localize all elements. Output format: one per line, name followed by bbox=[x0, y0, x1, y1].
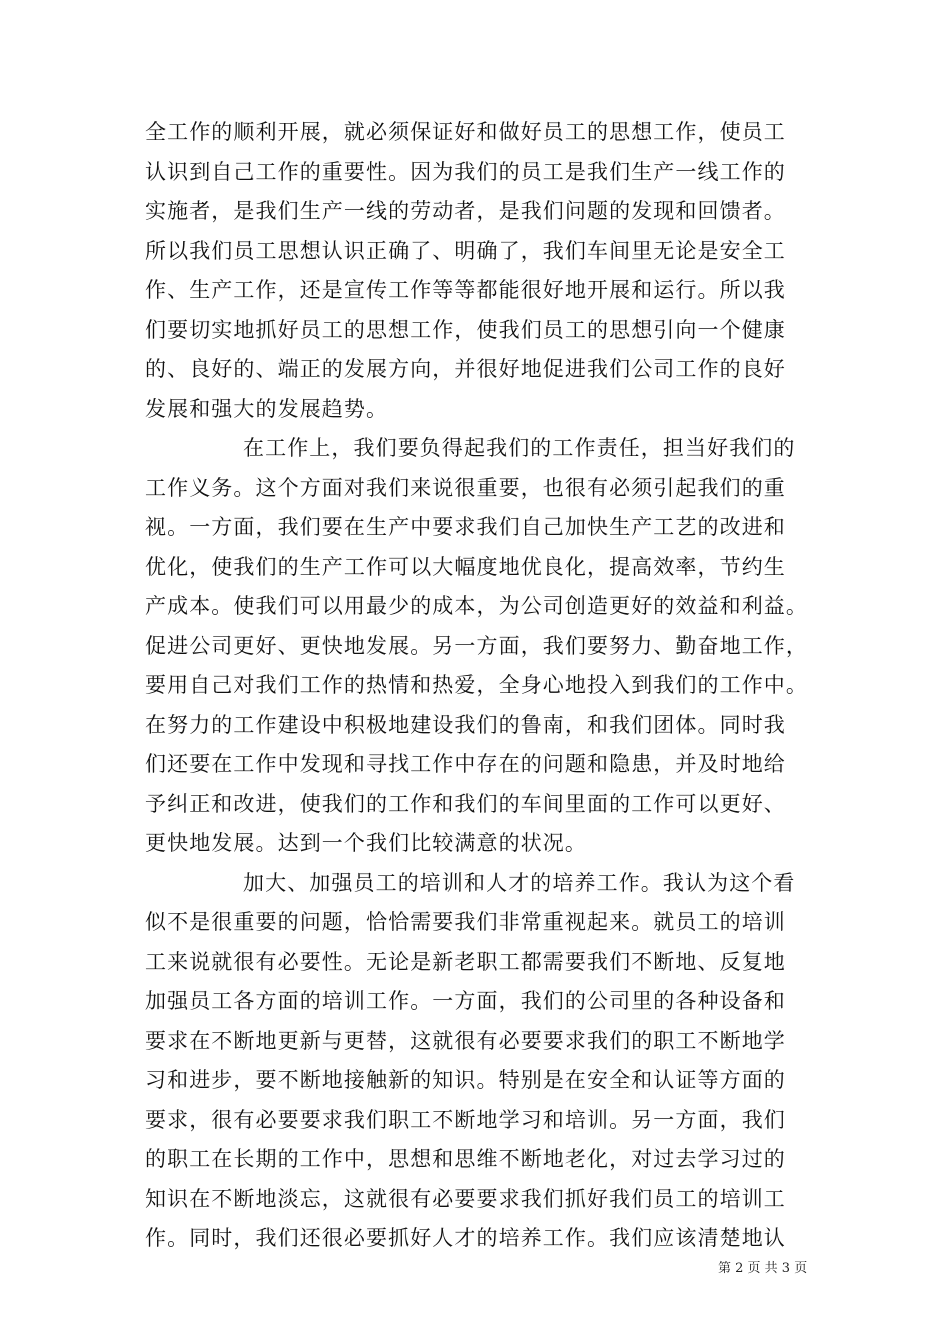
text-line: 加强员工各方面的培训工作。一方面，我们的公司里的各种设备和 bbox=[145, 989, 786, 1013]
text-line: 的职工在长期的工作中，思想和思维不断地老化，对过去学习过的 bbox=[145, 1147, 786, 1171]
text-line: 工来说就很有必要性。无论是新老职工都需要我们不断地、反复地 bbox=[145, 950, 786, 974]
text-line: 优化，使我们的生产工作可以大幅度地优良化，提高效率，节约生 bbox=[145, 555, 786, 579]
paragraph-start-line: 在工作上，我们要负得起我们的工作责任，担当好我们的 bbox=[243, 436, 796, 460]
text-line: 促进公司更好、更快地发展。另一方面，我们要努力、勤奋地工作， bbox=[145, 634, 808, 658]
text-line: 认识到自己工作的重要性。因为我们的员工是我们生产一线工作的 bbox=[145, 160, 786, 184]
text-line: 们要切实地抓好员工的思想工作，使我们员工的思想引向一个健康 bbox=[145, 318, 786, 342]
text-line: 产成本。使我们可以用最少的成本，为公司创造更好的效益和利益。 bbox=[145, 594, 808, 618]
text-line: 作、生产工作，还是宣传工作等等都能很好地开展和运行。所以我 bbox=[145, 278, 786, 302]
text-line: 习和进步，要不断地接触新的知识。特别是在安全和认证等方面的 bbox=[145, 1068, 786, 1092]
text-line: 在努力的工作建设中积极地建设我们的鲁南，和我们团体。同时我 bbox=[145, 713, 786, 737]
text-line: 们还要在工作中发现和寻找工作中存在的问题和隐患，并及时地给 bbox=[145, 752, 786, 776]
text-line: 的、良好的、端正的发展方向，并很好地促进我们公司工作的良好 bbox=[145, 357, 786, 381]
page-number-footer: 第 2 页 共 3 页 bbox=[718, 1261, 808, 1276]
text-line: 实施者，是我们生产一线的劳动者，是我们问题的发现和回馈者。 bbox=[145, 199, 786, 223]
text-line: 要求，很有必要要求我们职工不断地学习和培训。另一方面，我们 bbox=[145, 1108, 786, 1132]
text-line: 全工作的顺利开展，就必须保证好和做好员工的思想工作，使员工 bbox=[145, 120, 786, 144]
text-line: 发展和强大的发展趋势。 bbox=[145, 397, 389, 421]
text-line: 视。一方面，我们要在生产中要求我们自己加快生产工艺的改进和 bbox=[145, 515, 786, 539]
text-line: 似不是很重要的问题，恰恰需要我们非常重视起来。就员工的培训 bbox=[145, 910, 786, 934]
text-line: 知识在不断地淡忘，这就很有必要要求我们抓好我们员工的培训工 bbox=[145, 1187, 786, 1211]
text-line: 要求在不断地更新与更替，这就很有必要要求我们的职工不断地学 bbox=[145, 1029, 786, 1053]
text-line: 予纠正和改进，使我们的工作和我们的车间里面的工作可以更好、 bbox=[145, 792, 786, 816]
text-line: 所以我们员工思想认识正确了、明确了，我们车间里无论是安全工 bbox=[145, 239, 786, 263]
text-line: 作。同时，我们还很必要抓好人才的培养工作。我们应该清楚地认 bbox=[145, 1226, 786, 1250]
paragraph-start-line: 加大、加强员工的培训和人才的培养工作。我认为这个看 bbox=[243, 871, 796, 895]
text-line: 工作义务。这个方面对我们来说很重要，也很有必须引起我们的重 bbox=[145, 476, 786, 500]
text-line: 要用自己对我们工作的热情和热爱，全身心地投入到我们的工作中。 bbox=[145, 673, 808, 697]
text-line: 更快地发展。达到一个我们比较满意的状况。 bbox=[145, 831, 587, 855]
